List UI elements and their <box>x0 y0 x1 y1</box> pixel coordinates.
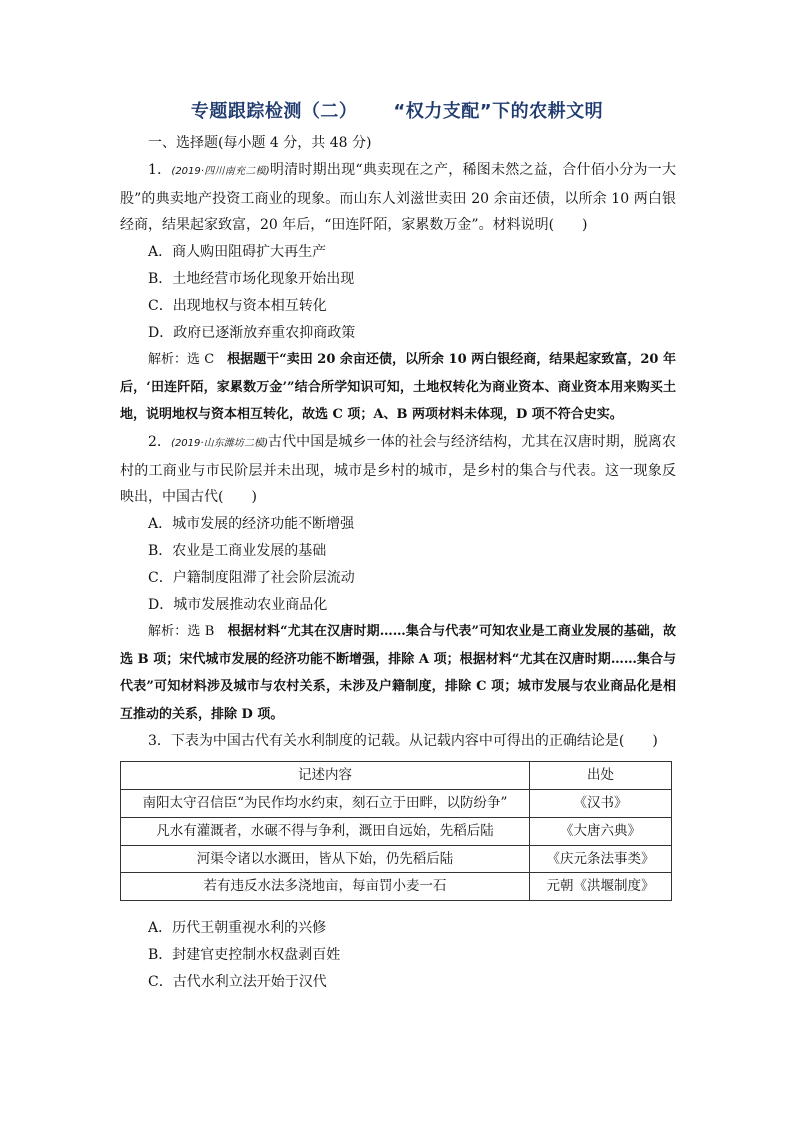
table-cell-content: 南阳太守召信臣“为民作均水约束，刻石立于田畔，以防纷争” <box>121 790 530 818</box>
question-2-analysis-text: 根据材料“尤其在汉唐时期……集合与代表”可知农业是工商业发展的基础，故选 B 项；宋代城市发展的经济功能不断增强，排除 A 项；根据材料“尤其在汉唐时期……集合与代表”可知材料涉及城市与农村关系，未涉及户籍制度，排除 C 项；城市发展与农业商品化是相互推动的关系，排除 D 项。 <box>120 624 676 722</box>
section-header: 一、选择题(每小题 4 分，共 48 分) <box>148 135 372 151</box>
question-2-option-d: D．城市发展推动农业商品化 <box>148 596 328 613</box>
table-row <box>121 873 672 901</box>
question-1-answer: 解析：选 C <box>148 352 228 368</box>
question-3-number: 3． <box>148 733 171 750</box>
question-3-stem <box>120 728 676 755</box>
table-cell-source: 元朝《洪堰制度》 <box>530 873 672 901</box>
table-header-row <box>121 762 672 790</box>
title-topic: 专题跟踪检测（二） <box>190 101 358 122</box>
table-cell-content: 若有违反水法多浇地亩，每亩罚小麦一石 <box>121 873 530 901</box>
question-1-option-d: D．政府已逐渐放弃重农抑商政策 <box>148 324 356 341</box>
question-2-analysis <box>120 618 676 728</box>
table-row <box>121 845 672 873</box>
records-table <box>120 761 672 901</box>
question-3-option-b: B．封建官吏控制水权盘剥百姓 <box>148 947 341 964</box>
content <box>120 130 676 996</box>
question-2-option-a: A．城市发展的经济功能不断增强 <box>148 516 355 533</box>
question-1-analysis-text: 根据题干“卖田 20 余亩还债，以所余 10 两白银经商，结果起家致富，20 年后，‘田连阡陌，家累数万金’”结合所学知识可知，土地权转化为商业资本、商业资本用来购买土地，说明地权与资本相互转化，故选 C 项；A、B 两项材料未体现，D 项不符合史实。 <box>120 352 676 423</box>
question-1-stem <box>120 157 676 239</box>
question-2-source: (2019·山东潍坊二模) <box>171 437 268 449</box>
question-1-option-c: C．出现地权与资本相互转化 <box>148 297 327 314</box>
question-3-text: 下表为中国古代有关水利制度的记载。从记载内容中可得出的正确结论是( ) <box>170 733 658 750</box>
table-cell-content: 凡水有灌溉者，水碾不得与争利，溉田自远始，先稻后陆 <box>121 817 530 845</box>
question-1-number: 1． <box>148 161 172 178</box>
question-2-text: 古代中国是城乡一体的社会与经济结构，尤其在汉唐时期，脱离农村的工商业与市民阶层并未出现，城市是乡村的城市，是乡村的集合与代表。这一现象反映出，中国古代( ) <box>120 433 676 506</box>
table-cell-source: 《汉书》 <box>530 790 672 818</box>
table-row <box>121 790 672 818</box>
question-2-answer: 解析：选 B <box>148 624 228 640</box>
question-2-option-b: B．农业是工商业发展的基础 <box>148 543 327 560</box>
table-header-source: 出处 <box>530 762 672 790</box>
table-header-content: 记述内容 <box>121 762 530 790</box>
question-1-option-b: B．土地经营市场化现象开始出现 <box>148 270 355 287</box>
question-1-text: 明清时期出现“典卖现在之产，稀图未然之益，合什佰小分为一大股”的典卖地产投资工商业的现象。而山东人刘滋世卖田 20 余亩还债，以所余 10 两白银经商，结果起家致富，20 年后，“田连阡陌，家累数万金”。材料说明( ) <box>120 161 677 234</box>
table-cell-content: 河渠令诸以水溉田，皆从下始，仍先稻后陆 <box>121 845 530 873</box>
table-cell-source: 《大唐六典》 <box>530 817 672 845</box>
question-1-option-a: A．商人购田阻碍扩大再生产 <box>148 244 327 261</box>
question-3-option-c: C．古代水利立法开始于汉代 <box>148 973 327 990</box>
question-2-stem <box>120 429 676 511</box>
question-1-analysis <box>120 346 676 429</box>
question-3-option-a: A．历代王朝重视水利的兴修 <box>148 920 327 937</box>
table-row <box>121 817 672 845</box>
table-cell-source: 《庆元条法事类》 <box>530 845 672 873</box>
question-1-source: (2019·四川南充二模) <box>171 165 270 177</box>
question-2-number: 2． <box>148 433 172 450</box>
page-title <box>0 97 794 123</box>
question-2-option-c: C．户籍制度阻滞了社会阶层流动 <box>148 569 355 586</box>
title-subtitle: “权力支配”下的农耕文明 <box>393 101 604 122</box>
